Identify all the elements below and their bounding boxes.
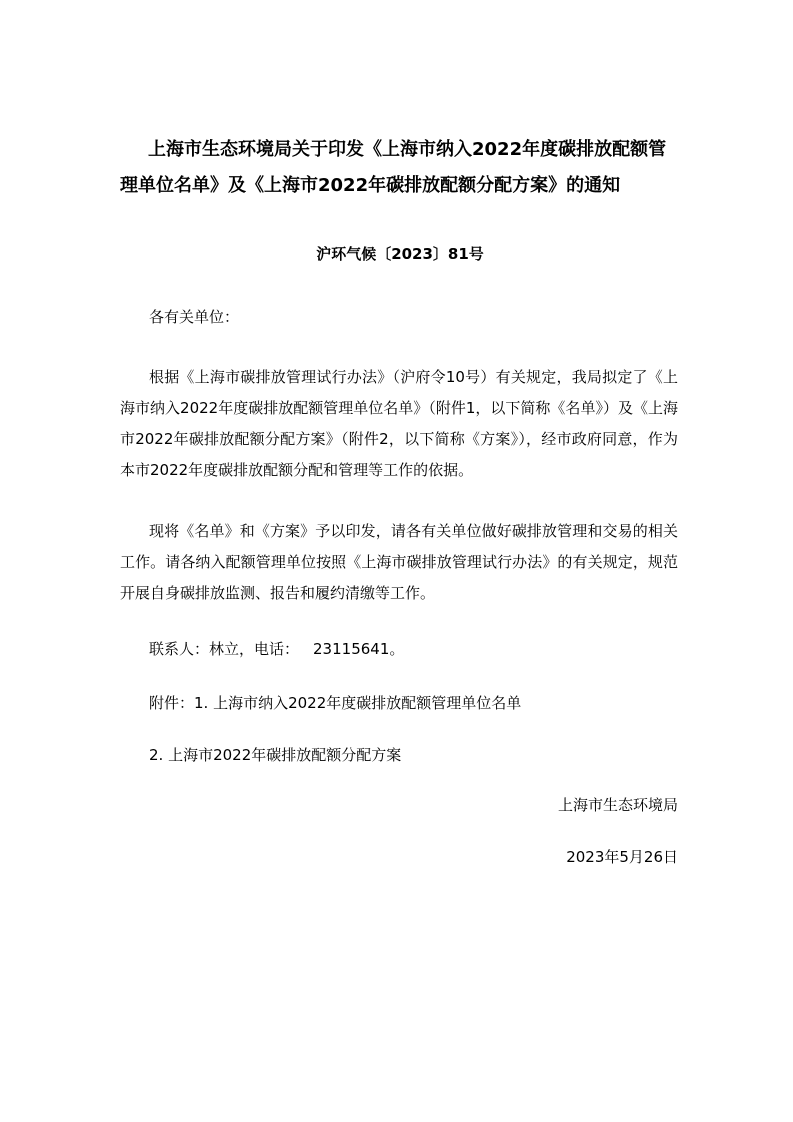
- salutation: 各有关单位：: [149, 308, 240, 326]
- document-title: 上海市生态环境局关于印发《上海市纳入2022年度碳排放配额管理单位名单》及《上海市2022年碳排放配额分配方案》的通知: [120, 139, 667, 196]
- document-number: 沪环气候〔2023〕81号: [316, 245, 484, 263]
- attachment-item-1: 附件：1. 上海市纳入2022年度碳排放配额管理单位名单: [149, 694, 522, 712]
- contact-line: [120, 634, 678, 665]
- signature-date: 2023年5月26日: [566, 848, 678, 866]
- body-paragraph-2: 现将《名单》和《方案》予以印发，请各有关单位做好碳排放管理和交易的相关工作。请各纳入配额管理单位按照《上海市碳排放管理试行办法》的有关规定，规范开展自身碳排放监测、报告和履约清缴等工作。: [120, 522, 678, 602]
- contact-phone: 23115641。: [313, 640, 405, 658]
- signature-organization: 上海市生态环境局: [557, 796, 678, 814]
- contact-label: 联系人：林立，电话：: [149, 640, 300, 658]
- body-paragraph-1: 根据《上海市碳排放管理试行办法》（沪府令10号）有关规定，我局拟定了《上海市纳入2022年度碳排放配额管理单位名单》（附件1，以下简称《名单》）及《上海市2022年碳排放配额分配方案》（附件2，以下简称《方案》），经市政府同意，作为本市2022年度碳排放配额分配和管理等工作的依据。: [120, 368, 678, 479]
- attachment-item-2: 2. 上海市2022年碳排放配额分配方案: [149, 746, 402, 764]
